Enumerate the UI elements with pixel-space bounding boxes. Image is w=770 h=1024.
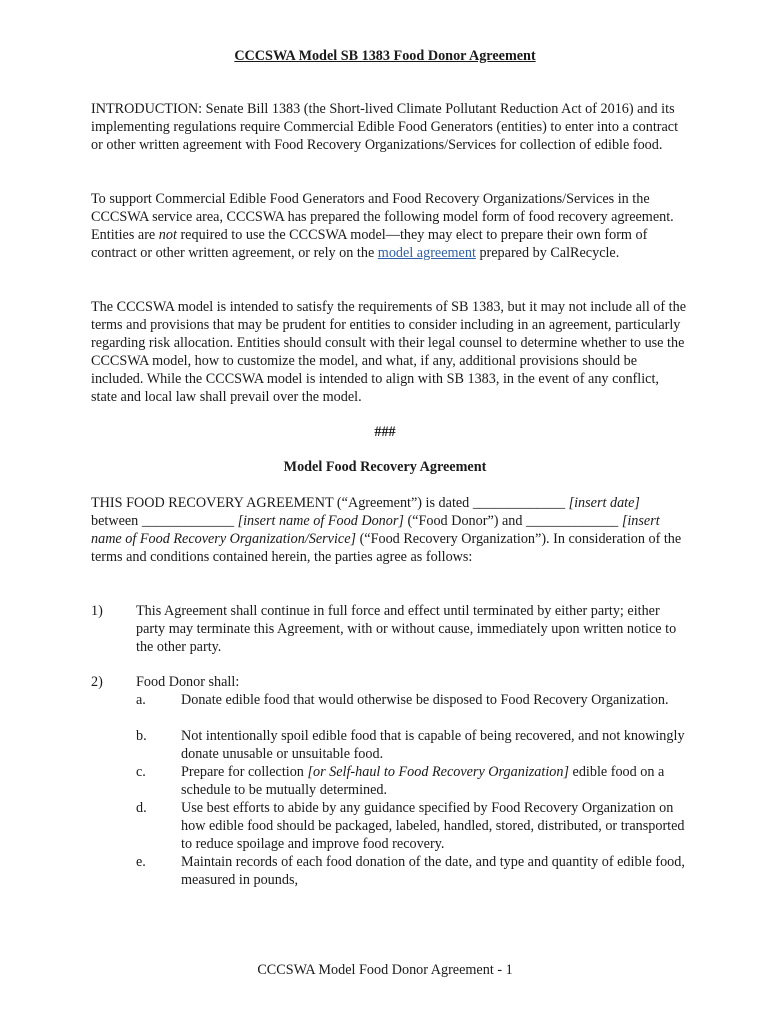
- subitem-text: Not intentionally spoil edible food that is capable of being recovered, and not knowingly donate unusable or unsuitable food.: [181, 728, 685, 762]
- agreement-heading: Model Food Recovery Agreement: [283, 459, 487, 475]
- subitem-letter: d.: [136, 800, 147, 816]
- subitem-letter: e.: [136, 854, 146, 870]
- agreement-preamble: THIS FOOD RECOVERY AGREEMENT (“Agreement”) is dated _____________ [insert date] between _____________ [insert name of Food Donor] (“Food Donor”) and _____________ [insert name of Food Recovery Organization/Service] (“Food Recovery Organization”). In consideration of the terms and conditions contained herein, the parties agree as follows:: [91, 495, 682, 565]
- subitem-text: Prepare for collection [or Self-haul to Food Recovery Organization] edible food on a schedule to be mutually determined.: [181, 764, 665, 798]
- subitem-letter: a.: [136, 692, 146, 708]
- model-agreement-link[interactable]: model agreement: [377, 245, 476, 261]
- intro-paragraph-3: The CCCSWA model is intended to satisfy the requirements of SB 1383, but it may not include all of the terms and provisions that may be prudent for entities to consider including in an agreement, particularly regarding risk allocation. Entities should consult with their legal counsel to determine whether to use the CCCSWA model, how to customize the model, and what, if any, additional provisions should be included. While the CCCSWA model is intended to align with SB 1383, in the event of any conflict, state and local law shall prevail over the model.: [91, 299, 687, 405]
- subitem-letter: b.: [136, 728, 147, 744]
- subitem-letter: c.: [136, 764, 146, 780]
- emphasis-not: not: [158, 227, 177, 243]
- intro-paragraph-1: INTRODUCTION: Senate Bill 1383 (the Short-lived Climate Pollutant Reduction Act of 2016) and its implementing regulations require Commercial Edible Food Generators (entities) to enter into a contract or other written agreement with Food Recovery Organizations/Services for collection of edible food.: [91, 101, 679, 153]
- subitem-text: Maintain records of each food donation of the date, and type and quantity of edible food, measured in pounds,: [181, 854, 685, 888]
- document-title: CCCSWA Model SB 1383 Food Donor Agreement: [234, 48, 536, 64]
- item-number: 2): [91, 674, 103, 690]
- item-text: Food Donor shall:: [136, 674, 240, 690]
- page-footer: CCCSWA Model Food Donor Agreement - 1: [257, 962, 513, 978]
- intro-paragraph-2: To support Commercial Edible Food Generators and Food Recovery Organizations/Services in the CCCSWA service area, CCCSWA has prepared the following model form of food recovery agreement. Entities are not required to use the CCCSWA model—they may elect to prepare their own form of contract or other written agreement, or rely on the model agreement prepared by CalRecycle.: [91, 191, 674, 261]
- item-number: 1): [91, 603, 103, 619]
- subitem-text: Donate edible food that would otherwise be disposed to Food Recovery Organization.: [181, 692, 669, 708]
- section-separator: ###: [374, 424, 396, 440]
- item-text: This Agreement shall continue in full force and effect until terminated by either party; either party may terminate this Agreement, with or without cause, immediately upon written notice to the other party.: [136, 603, 677, 655]
- subitem-text: Use best efforts to abide by any guidance specified by Food Recovery Organization on how edible food should be packaged, labeled, handled, stored, distributed, or transported to reduce spoilage and improve food recovery.: [181, 800, 685, 852]
